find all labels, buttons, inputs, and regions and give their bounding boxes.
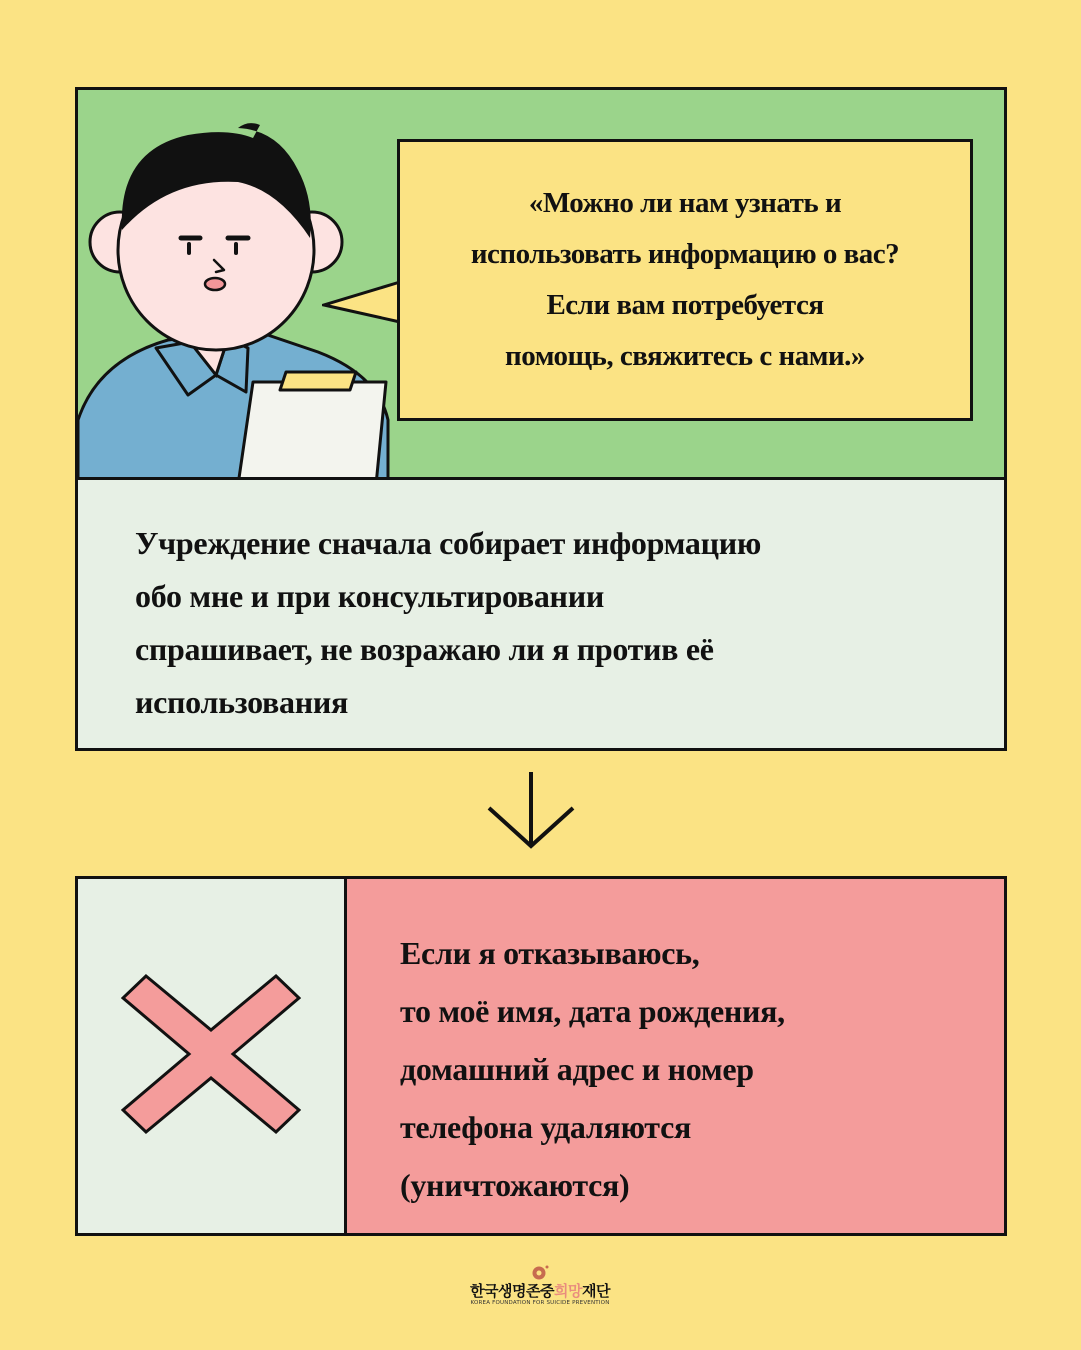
logo-name-part3: 재단 xyxy=(581,1282,610,1300)
foundation-logo xyxy=(460,1264,620,1314)
info-panel xyxy=(75,477,1007,751)
result-panel xyxy=(75,876,1007,1236)
logo-name-part2: 희망 xyxy=(553,1282,582,1300)
result-cell xyxy=(347,879,1004,1233)
cross-icon xyxy=(121,974,301,1134)
speech-line-3: Если вам потребуется xyxy=(546,289,824,321)
logo-name-part1: 한국생명존중 xyxy=(470,1282,554,1300)
info-text: Учреждение сначала собирает информацию обо мне и при консультировании спрашивает, не возражаю ли я против её использования xyxy=(135,525,762,720)
cross-cell xyxy=(78,879,347,1233)
speech-line-4: помощь, свяжитесь с нами.» xyxy=(505,340,865,372)
result-text: Если я отказываюсь, то моё имя, дата рождения, домашний адрес и номер телефона удаляются (уничтожаются) xyxy=(400,935,785,1203)
speech-bubble-text xyxy=(471,178,899,382)
speech-line-2: использовать информацию о вас? xyxy=(470,238,900,270)
arrow-down-icon xyxy=(486,770,576,852)
speech-bubble-tail xyxy=(322,280,402,340)
logo-name xyxy=(460,1280,620,1301)
speech-bubble xyxy=(397,139,973,421)
speech-line-1: «Можно ли нам узнать и xyxy=(528,187,842,219)
logo-subtitle: KOREA FOUNDATION FOR SUICIDE PREVENTION xyxy=(470,1300,610,1306)
